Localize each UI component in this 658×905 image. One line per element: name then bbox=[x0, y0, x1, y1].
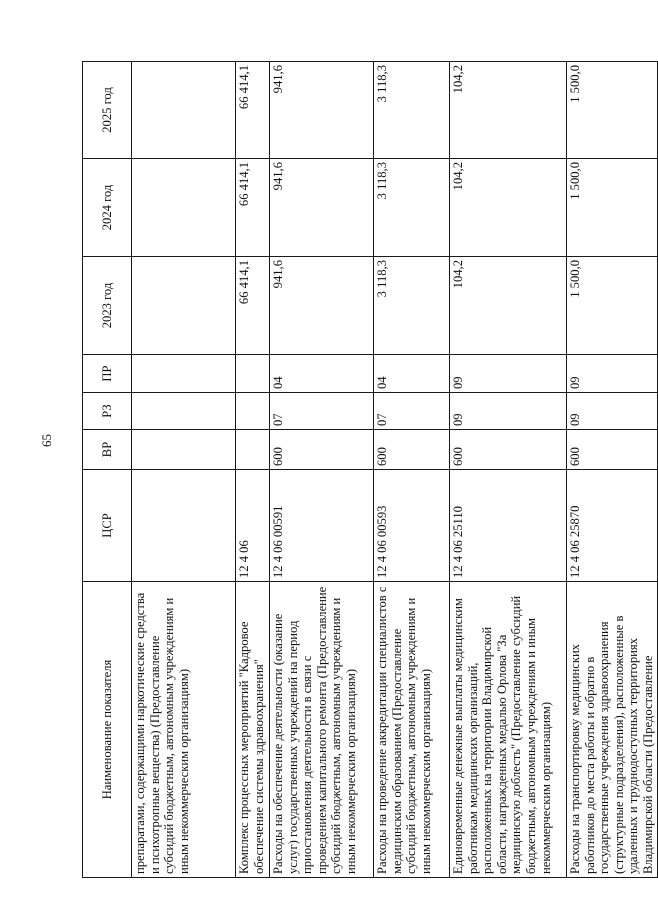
row-vr: 600 bbox=[374, 430, 450, 470]
row-vr bbox=[132, 430, 236, 470]
row-csr: 12 4 06 00591 bbox=[270, 470, 374, 582]
row-csr: 12 4 06 00593 bbox=[374, 470, 450, 582]
header-name: Наименование показателя bbox=[83, 582, 132, 878]
row-2023 bbox=[132, 257, 236, 355]
row-pr: 04 bbox=[374, 355, 450, 393]
row-name: Комплекс процессных мероприятий "Кадровое обеспечение системы здравоохранения" bbox=[236, 582, 270, 878]
table-row bbox=[567, 62, 658, 878]
row-vr: 600 bbox=[270, 430, 374, 470]
header-csr: ЦСР bbox=[83, 470, 132, 582]
row-2024: 104,2 bbox=[450, 159, 567, 257]
row-2023: 104,2 bbox=[450, 257, 567, 355]
rotated-page-content bbox=[82, 62, 655, 878]
row-rz bbox=[236, 393, 270, 430]
header-2023: 2023 год bbox=[83, 257, 132, 355]
row-2023: 66 414,1 bbox=[236, 257, 270, 355]
budget-table bbox=[82, 61, 658, 878]
table-row bbox=[450, 62, 567, 878]
header-pr: ПР bbox=[83, 355, 132, 393]
row-vr: 600 bbox=[450, 430, 567, 470]
row-csr: 12 4 06 bbox=[236, 470, 270, 582]
row-2025: 1 500,0 bbox=[567, 62, 658, 159]
row-rz bbox=[132, 393, 236, 430]
row-csr: 12 4 06 25110 bbox=[450, 470, 567, 582]
row-2024: 3 118,3 bbox=[374, 159, 450, 257]
header-2024: 2024 год bbox=[83, 159, 132, 257]
row-2023: 941,6 bbox=[270, 257, 374, 355]
row-pr: 09 bbox=[567, 355, 658, 393]
row-name: Расходы на проведение аккредитации специалистов с медицинским образованием (Предоставление субсидий бюджетным, автономным учреждениям и иным некоммерческим организациям) bbox=[374, 582, 450, 878]
row-csr bbox=[132, 470, 236, 582]
row-name: Расходы на транспортировку медицинских работников до места работы и обратно в государственные учреждения здравоохранения (структурные подразделения), расположенные в удаленных и труднодоступных территориях Владимирской области (Предоставление bbox=[567, 582, 658, 878]
table-row bbox=[236, 62, 270, 878]
row-2025: 941,6 bbox=[270, 62, 374, 159]
row-pr: 09 bbox=[450, 355, 567, 393]
row-2025: 3 118,3 bbox=[374, 62, 450, 159]
row-2024: 66 414,1 bbox=[236, 159, 270, 257]
table-body bbox=[132, 62, 658, 878]
row-pr bbox=[132, 355, 236, 393]
header-2025: 2025 год bbox=[83, 62, 132, 159]
table-row bbox=[132, 62, 236, 878]
table-row bbox=[270, 62, 374, 878]
row-2023: 1 500,0 bbox=[567, 257, 658, 355]
row-2024 bbox=[132, 159, 236, 257]
row-vr bbox=[236, 430, 270, 470]
row-name: Расходы на обеспечение деятельности (оказание услуг) государственных учреждений на период приостановления деятельности в связи с проведением капитального ремонта (Предоставление субсидий бюджетным, автономным учреждениям и иным некоммерческим организациям) bbox=[270, 582, 374, 878]
row-name: препаратами, содержащими наркотические средства и психотропные вещества) (Предоставление субсидий бюджетным, автономным учреждениям и иным некоммерческим организациям) bbox=[132, 582, 236, 878]
row-2025 bbox=[132, 62, 236, 159]
row-2024: 941,6 bbox=[270, 159, 374, 257]
row-2025: 104,2 bbox=[450, 62, 567, 159]
page-number: 65 bbox=[39, 434, 54, 447]
row-2024: 1 500,0 bbox=[567, 159, 658, 257]
row-2023: 3 118,3 bbox=[374, 257, 450, 355]
row-rz: 07 bbox=[270, 393, 374, 430]
row-rz: 09 bbox=[567, 393, 658, 430]
row-vr: 600 bbox=[567, 430, 658, 470]
row-rz: 09 bbox=[450, 393, 567, 430]
row-csr: 12 4 06 25870 bbox=[567, 470, 658, 582]
row-rz: 07 bbox=[374, 393, 450, 430]
row-pr: 04 bbox=[270, 355, 374, 393]
table-row bbox=[374, 62, 450, 878]
row-2025: 66 414,1 bbox=[236, 62, 270, 159]
header-rz: РЗ bbox=[83, 393, 132, 430]
table-header bbox=[83, 62, 132, 878]
header-row bbox=[83, 62, 132, 878]
row-pr bbox=[236, 355, 270, 393]
header-vr: ВР bbox=[83, 430, 132, 470]
row-name: Единовременные денежные выплаты медицинским работникам медицинских организаций, расположенных на территории Владимирской области, награжденных медалью Орлова "За медицинскую доблесть" (Предоставление субсидий бюджетным, автономным учреждениям и иным некоммерческим организациям) bbox=[450, 582, 567, 878]
